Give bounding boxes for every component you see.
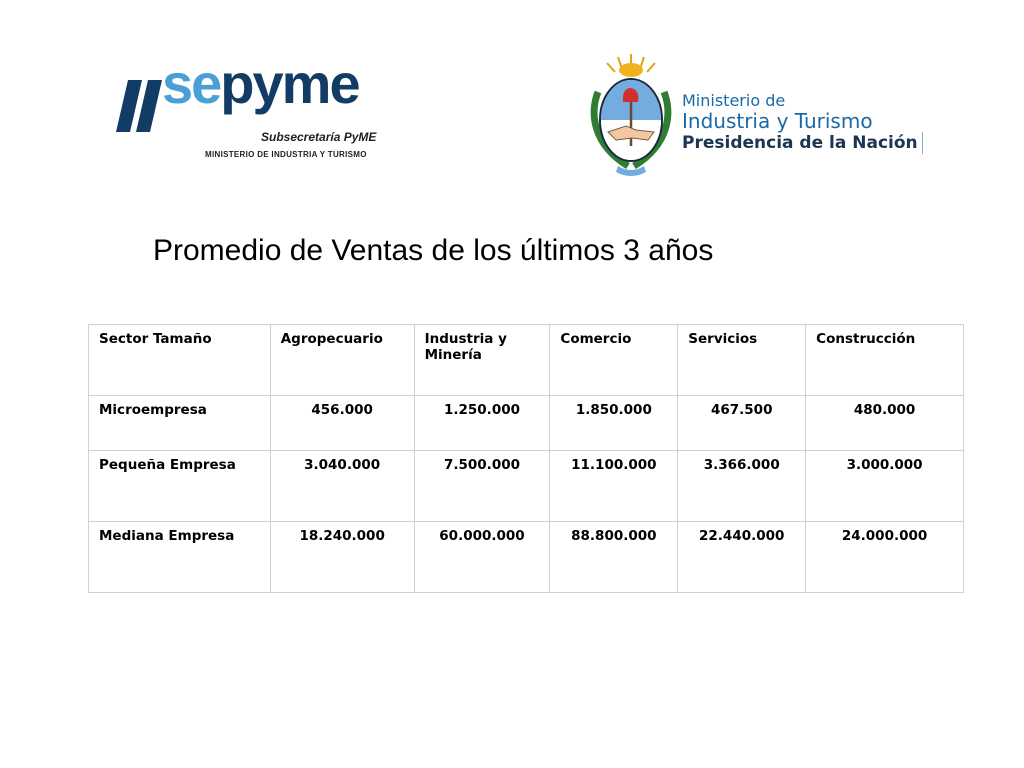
sepyme-logo	[112, 52, 394, 166]
table-cell: 1.850.000	[550, 396, 678, 451]
table-row	[89, 396, 964, 451]
table-cell: 1.250.000	[414, 396, 550, 451]
row-label: Microempresa	[89, 396, 271, 451]
table-cell: 456.000	[270, 396, 414, 451]
ministry-line3: Presidencia de la Nación	[682, 132, 923, 154]
table-header-cell: Comercio	[550, 325, 678, 396]
sepyme-bars-icon	[116, 80, 166, 132]
table-cell: 11.100.000	[550, 451, 678, 522]
row-label: Mediana Empresa	[89, 522, 271, 593]
page-title: Promedio de Ventas de los últimos 3 años	[153, 234, 714, 267]
row-label: Pequeña Empresa	[89, 451, 271, 522]
table-cell: 3.366.000	[678, 451, 806, 522]
sepyme-word-pyme: pyme	[220, 52, 359, 115]
table-header-cell: Construcción	[806, 325, 964, 396]
table-cell: 18.240.000	[270, 522, 414, 593]
table-cell: 7.500.000	[414, 451, 550, 522]
table-header-cell: Industria y Minería	[414, 325, 550, 396]
table-header-cell: Servicios	[678, 325, 806, 396]
sales-table	[88, 324, 964, 593]
table-header-cell: Agropecuario	[270, 325, 414, 396]
sepyme-wordmark	[162, 52, 359, 115]
table-header-cell: Sector Tamaño	[89, 325, 271, 396]
table-cell: 60.000.000	[414, 522, 550, 593]
sepyme-word-se: se	[162, 52, 221, 115]
coat-of-arms-icon	[588, 52, 674, 178]
table-cell: 24.000.000	[806, 522, 964, 593]
sepyme-ministry: MINISTERIO DE INDUSTRIA Y TURISMO	[205, 150, 367, 159]
ministry-logo	[682, 92, 923, 154]
table-cell: 3.040.000	[270, 451, 414, 522]
table-row	[89, 522, 964, 593]
ministry-line2: Industria y Turismo	[682, 109, 873, 133]
table-header-row	[89, 325, 964, 396]
table-cell: 88.800.000	[550, 522, 678, 593]
table-cell: 3.000.000	[806, 451, 964, 522]
sepyme-subtitle: Subsecretaría PyME	[261, 130, 377, 144]
table-cell: 467.500	[678, 396, 806, 451]
table-cell: 480.000	[806, 396, 964, 451]
table-row	[89, 451, 964, 522]
ministry-line1: Ministerio de	[682, 91, 786, 110]
table-cell: 22.440.000	[678, 522, 806, 593]
